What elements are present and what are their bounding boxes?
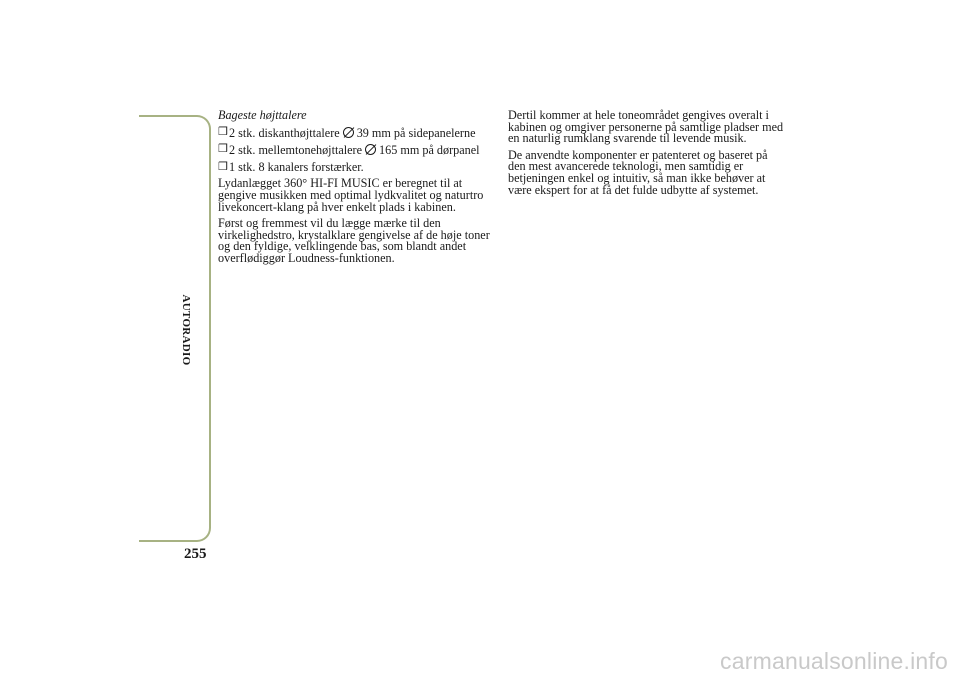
list-item-text: 2 stk. mellemtonehøjttalere 165 mm på dørpanel [229,143,480,158]
checkbox-bullet-icon: ❒ [218,143,228,156]
diameter-icon [343,127,354,138]
checkbox-bullet-icon: ❒ [218,160,228,173]
list-item [218,127,493,140]
page-number: 255 [184,546,207,562]
body-paragraph: Dertil kommer at hele toneområdet gengives overalt i kabinen og omgiver personerne på samtlige pladser med en naturlig rumklang svarende til levende musik. [508,108,784,146]
checkbox-bullet-icon: ❒ [218,125,228,138]
margin-frame [139,115,211,542]
left-column [218,110,493,270]
list-item [218,159,493,174]
right-column [508,110,788,201]
body-paragraph: Lydanlægget 360° HI-FI MUSIC er beregnet til at gengive musikken med optimal lydkvalitet og naturtro livekoncert-klang på hver enkelt plads i kabinen. [218,176,484,214]
section-label: AUTORADIO [180,294,192,366]
body-paragraph: Først og fremmest vil du lægge mærke til den virkelighedstro, krystalklare gengivelse af de høje toner og den fyldige, velklingende bas, som blandt andet overflødiggør Loudness-funktionen. [218,216,490,265]
body-paragraph: De anvendte komponenter er patenteret og baseret på den mest avancerede teknologi, men samtidig er betjeningen enkel og intuitiv, så man ikke behøver at være ekspert for at få det fulde udbytte af systemet. [508,147,768,197]
list-item-text: 2 stk. diskanthøjttalere 39 mm på sidepanelerne [229,125,476,140]
section-heading: Bageste højttalere [218,108,307,122]
diameter-icon [365,144,376,155]
list-item [218,144,493,157]
watermark: carmanualsonline.info [720,648,948,674]
list-item-text: 1 stk. 8 kanalers forstærker. [229,159,364,174]
